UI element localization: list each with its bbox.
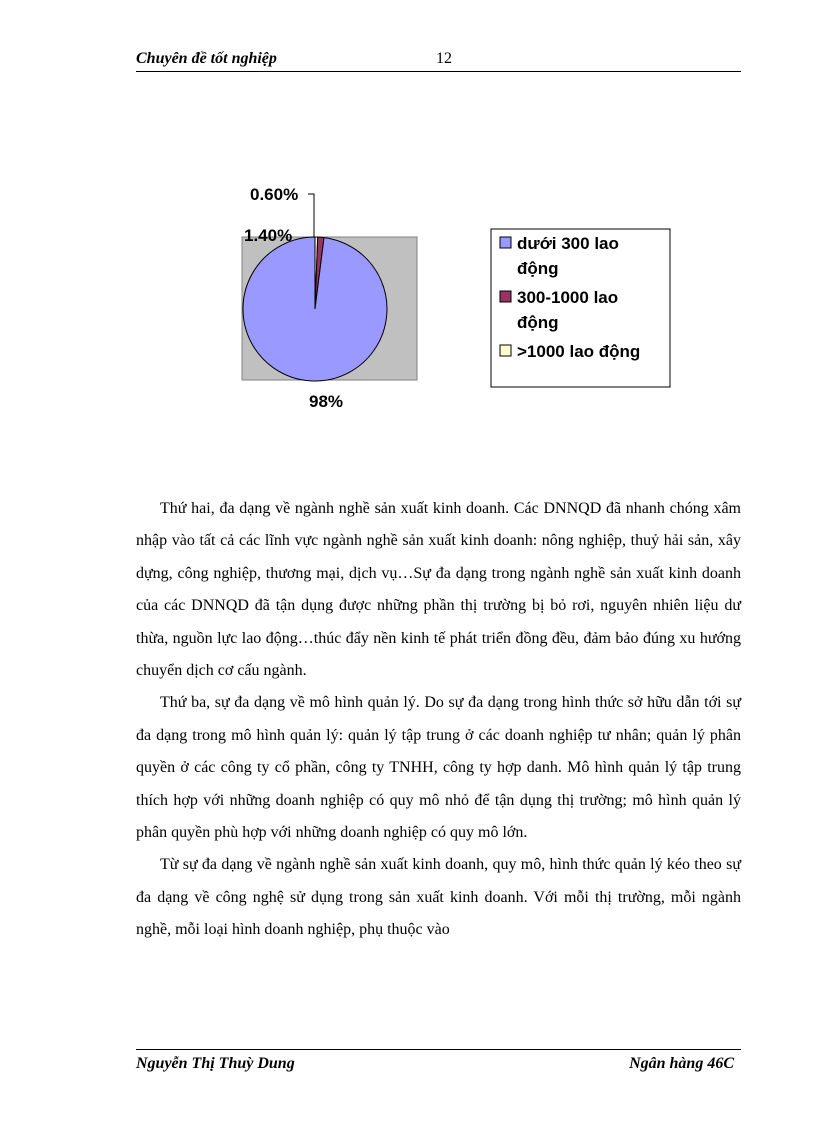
footer-class: Ngân hàng 46C bbox=[629, 1055, 734, 1072]
page-number: 12 bbox=[436, 50, 452, 67]
footer-rule bbox=[136, 1049, 741, 1050]
legend-swatch-2 bbox=[500, 345, 511, 356]
leader-line-2 bbox=[308, 194, 314, 237]
pie-chart bbox=[230, 175, 690, 420]
pie-slice-0 bbox=[243, 237, 387, 381]
data-label-2: 0.60% bbox=[250, 185, 299, 204]
legend-label-1-line1: 300-1000 lao bbox=[517, 288, 619, 307]
legend-label-1-line2: động bbox=[517, 313, 559, 332]
legend-label-0-line2: động bbox=[517, 259, 559, 278]
body-text bbox=[136, 493, 741, 947]
data-label-0: 98% bbox=[308, 392, 344, 411]
legend-swatch-1 bbox=[500, 291, 511, 302]
paragraph-3: Từ sự đa dạng về ngành nghề sản xuất kinh doanh, quy mô, hình thức quản lý kéo theo sự đa dạng về công nghệ sử dụng trong sản xuất kinh doanh. Với mỗi thị trường, mỗi ngành nghề, mỗi loại hình doanh nghiệp, phụ thuộc vào bbox=[136, 856, 741, 939]
legend-swatch-0 bbox=[500, 237, 511, 248]
header-title: Chuyên đề tốt nghiệp bbox=[136, 50, 277, 67]
data-label-1: 1.40% bbox=[244, 226, 293, 245]
legend-label-0-line1: dưới 300 lao bbox=[517, 234, 619, 253]
paragraph-2: Thứ ba, sự đa dạng về mô hình quản lý. Do sự đa dạng trong hình thức sở hữu dẫn tới sự đa dạng trong mô hình quản lý: quản lý tập trung ở các doanh nghiệp tư nhân; quản lý phân quyền ở các công ty cổ phần, công ty TNHH, công ty hợp danh. Mô hình quản lý tập trung thích hợp với những doanh nghiệp có quy mô nhỏ để tận dụng thị trường; mô hình quản lý phân quyền phù hợp với những doanh nghiệp có quy mô lớn. bbox=[136, 694, 741, 842]
footer-author: Nguyễn Thị Thuỳ Dung bbox=[136, 1055, 295, 1072]
header-rule bbox=[136, 71, 741, 72]
chart-legend bbox=[491, 229, 670, 387]
legend-label-2: >1000 lao động bbox=[517, 342, 641, 361]
paragraph-1: Thứ hai, đa dạng về ngành nghề sản xuất kinh doanh. Các DNNQD đã nhanh chóng xâm nhập vào tất cả các lĩnh vực ngành nghề sản xuất kinh doanh: nông nghiệp, thuỷ hải sản, xây dựng, công nghiệp, thương mại, dịch vụ…Sự đa dạng trong ngành nghề sản xuất kinh doanh của các DNNQD đã tận dụng được những phần thị trường bị bỏ rơi, nguyên nhiên liệu dư thừa, nguồn lực lao động…thúc đẩy nền kinh tế phát triển đồng đều, đảm bảo đúng xu hướng chuyển dịch cơ cấu ngành. bbox=[136, 500, 741, 680]
